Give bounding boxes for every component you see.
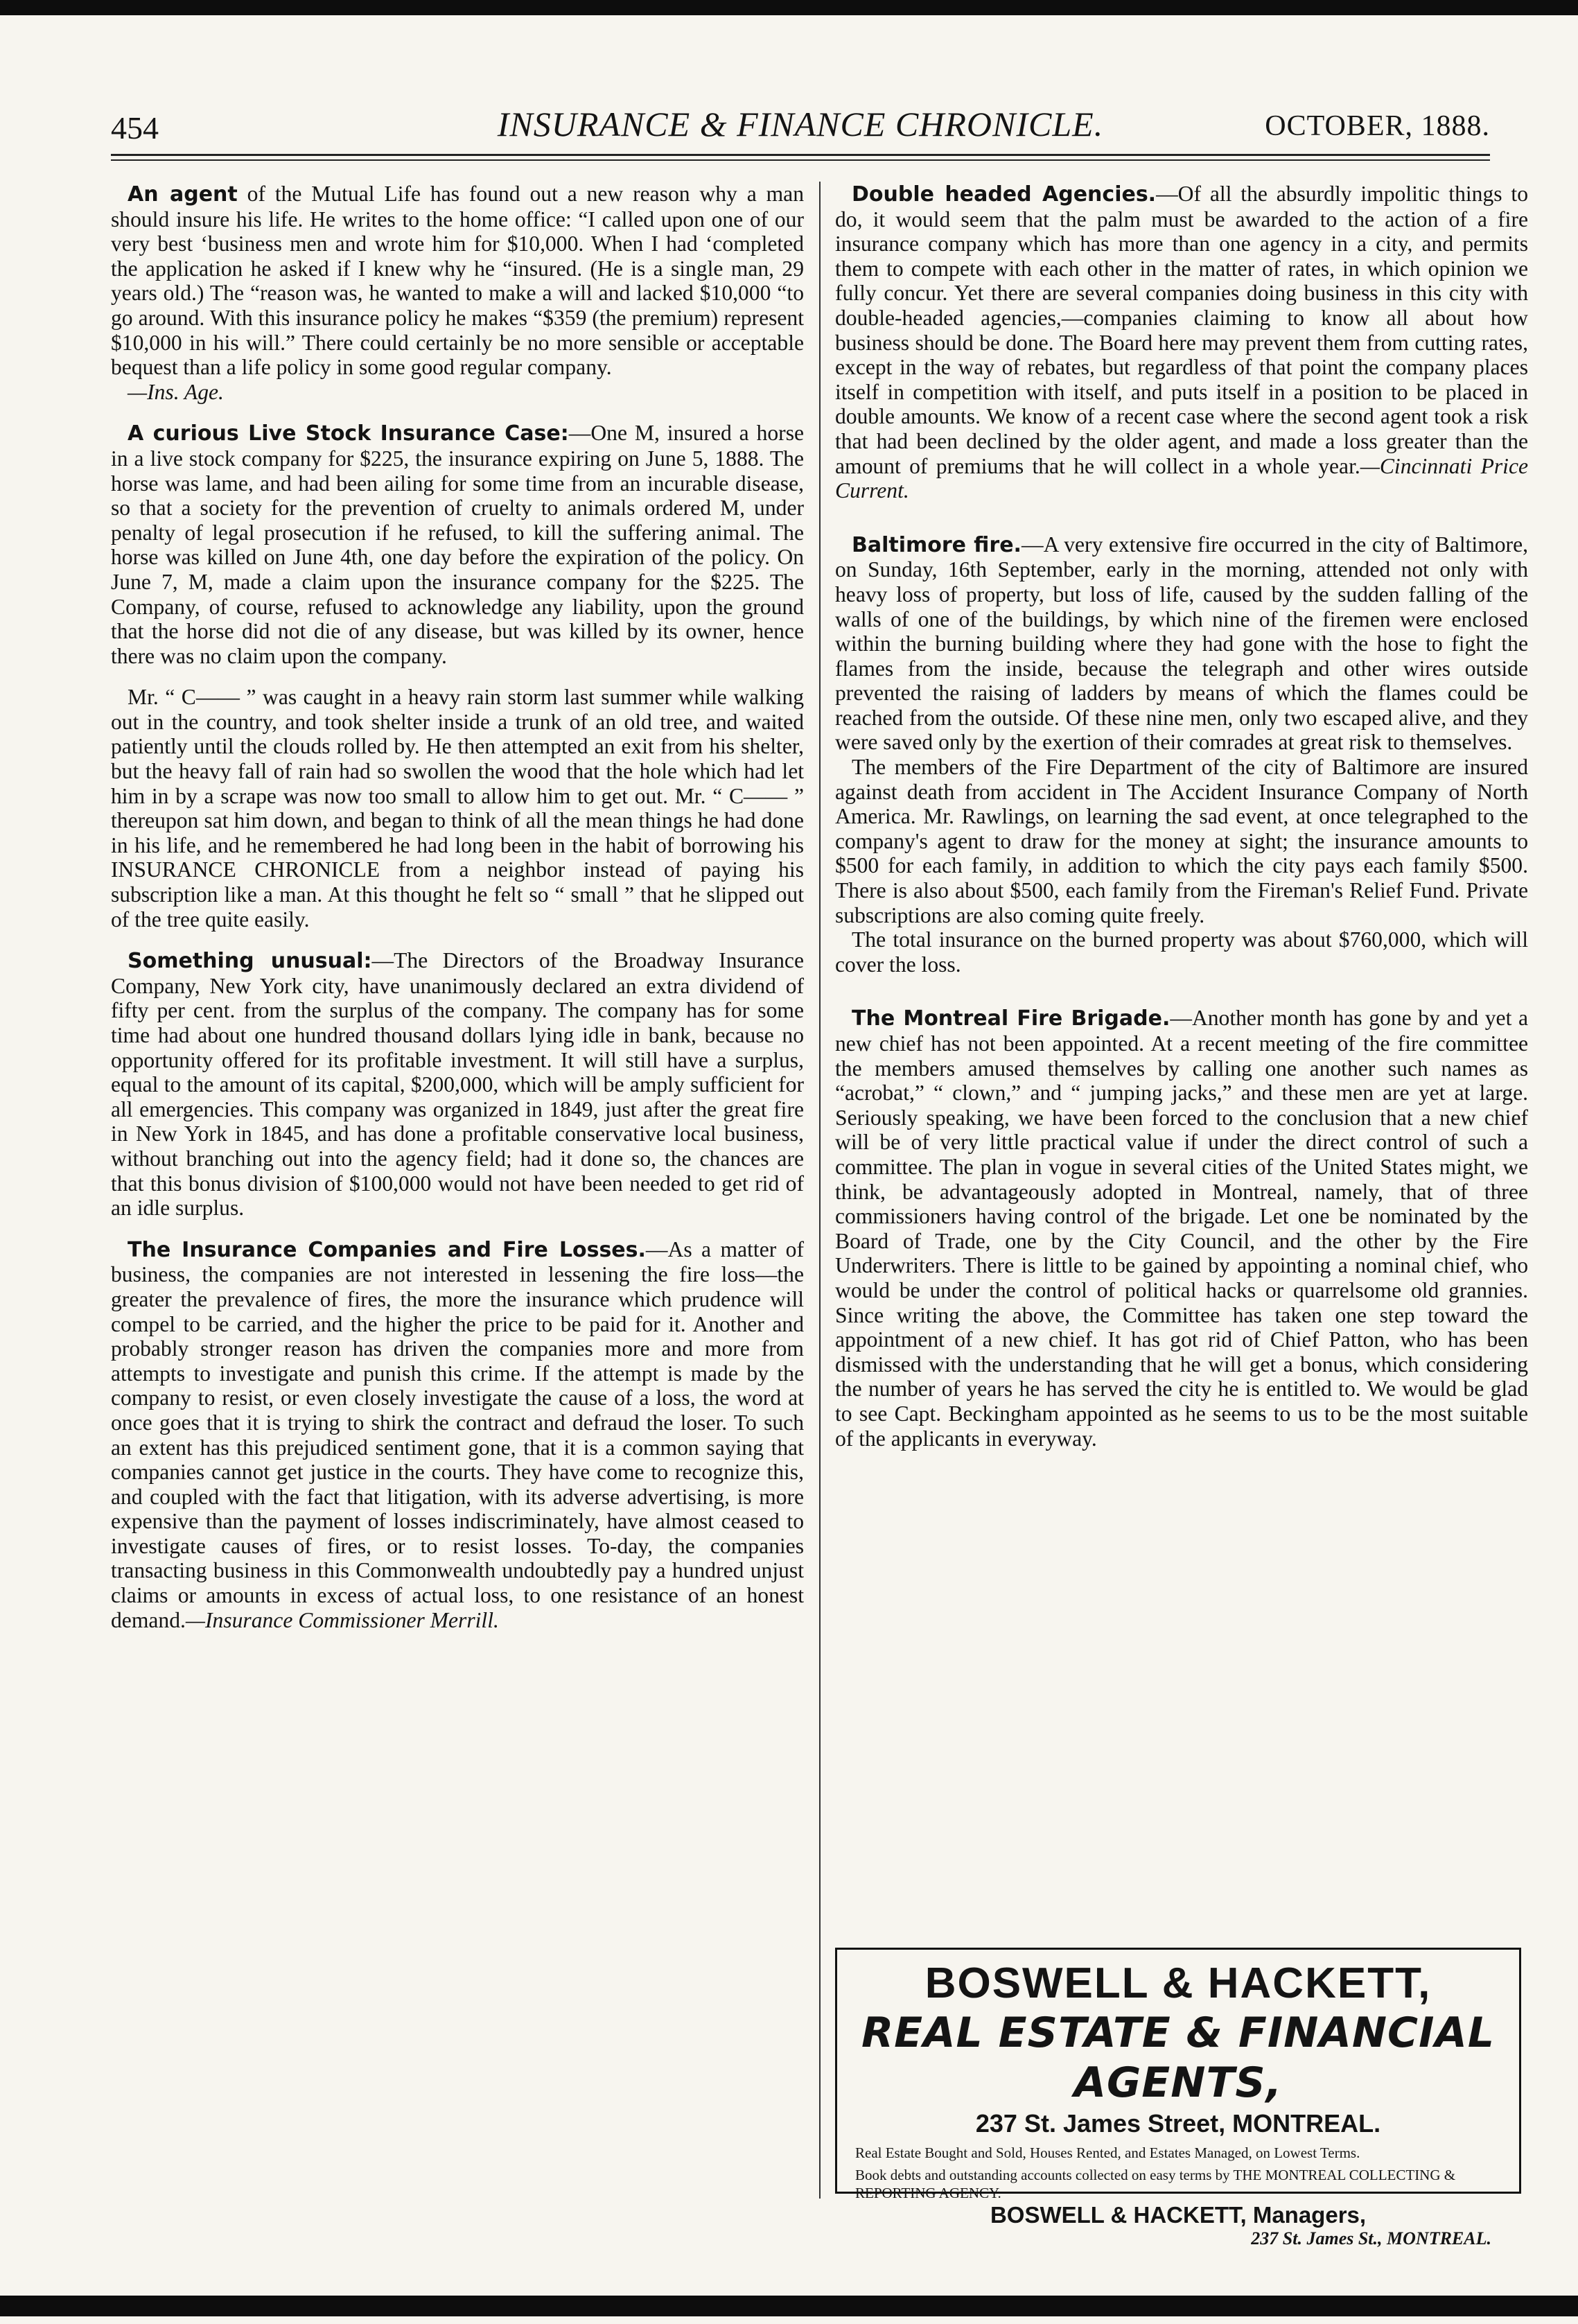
ad-managers: BOSWELL & HACKETT, Managers,	[990, 2202, 1367, 2228]
header-rule	[111, 154, 1490, 156]
right-column	[835, 182, 1528, 1451]
publication-title: INSURANCE & FINANCE CHRONICLE.	[497, 105, 1104, 143]
ad-managers-address: 237 St. James St., MONTREAL.	[1251, 2228, 1491, 2248]
article-body: —A very extensive fire occurred in the city of Baltimore, on Sunday, 16th September, early in the morning, attended not only with heavy loss of property, but loss of life, caused by the sudden falling of the walls of one of the buildings, by which nine of the firemen were enclosed within the burning building where they had gone with the hose to fight the flames from the inside, because the telegraph and other wires outside prevented the raising of ladders by means of which the flames could be reached from the outside. Of these nine men, only two escaped alive, and they were saved only by the exertion of their comrades at great risk to themselves.	[835, 532, 1529, 755]
article-heading: The Montreal Fire Brigade.	[852, 1006, 1171, 1031]
ad-collection-line: Book debts and outstanding accounts collected on easy terms by THE MONTREAL COLLECTING & REPORTING AGENCY.	[855, 2167, 1456, 2201]
article-body: —One M, insured a horse in a live stock company for $225, the insurance expiring on June 5, 1888. The horse was lame, and had been ailing for some time from an incurable disease, so that a society for the prevention of cruelty to animals ordered M, under penalty of legal prosecution if he refused, to kill the suffering animal. The horse was killed on June 4th, one day before the expiration of the policy. On June 7, M, made a claim upon the insurance company for the $225. The Company, of course, refused to acknowledge any liability, upon the ground that the horse did not die of any disease, but was killed by its owner, hence there was no claim upon the company.	[111, 421, 805, 668]
ad-services-line: Real Estate Bought and Sold, Houses Rented, and Estates Managed, on Lowest Terms.	[855, 2144, 1360, 2161]
article-paragraph: The members of the Fire Department of the city of Baltimore are insured against death from accident in The Accident Insurance Company of North America. Mr. Rawlings, on learning the sad event, at once telegraphed to the company's agent to draw for the money at sight; the insurance amounts to $500 for each family, in addition to which the city pays each family $500. There is also about $500, each family from the Fireman's Relief Fund. Private subscriptions are also coming quite freely.	[835, 755, 1528, 927]
article-paragraph: The total insurance on the burned property was about $760,000, which will cover the loss.	[835, 927, 1528, 977]
article-baltimore-fire	[835, 532, 1528, 977]
top-border	[0, 0, 1578, 15]
article-heading: Double headed Agencies.	[852, 182, 1157, 207]
page-header	[111, 104, 1490, 159]
article-heading: The Insurance Companies and Fire Losses.	[128, 1237, 646, 1262]
article-source: —Cincinnati Price Current.	[835, 453, 1528, 503]
article-body: Mr. “ C—— ” was caught in a heavy rain storm last summer while walking out in the country, and took shelter inside a trunk of an old tree, and waited patiently until the clouds rolled by. He then attempted an exit from his shelter, but the heavy fall of rain had so swollen the wood that the hole which had let him in by a scrape was now too small to allow him to get out. Mr. “ C—— ” thereupon sat him down, and began to think of all the mean things he had done in his life, and he remembered he had long been in the habit of borrowing his INSURANCE CHRONICLE from a neighbor instead of paying his subscription like a man. At this thought he felt so “ small ” that he slipped out of the tree quite easily.	[111, 685, 804, 932]
left-column	[111, 182, 804, 1632]
issue-date: OCTOBER, 1888.	[1265, 110, 1490, 142]
advertisement-box	[835, 1948, 1521, 2248]
ad-firm-name: BOSWELL & HACKETT,	[924, 1959, 1432, 2007]
article-montreal-fire-brigade	[835, 1006, 1528, 1451]
article-body: —Another month has gone by and yet a new chief has not been appointed. At a recent meeting of the fire committee the members amused themselves by calling one another such names as “acrobat,” “ clown,” and “ jumping jacks,” and these men are yet at large. Seriously speaking, we have been forced to the conclusion that a new chief will be of very little practical value if under the direct control of such a committee. The plan in vogue in several cities of the United States might, we think, be advantageously adopted in Montreal, namely, that of three commissioners having control of the brigade. Let one be nominated by the Board of Trade, one by the City Council, and the other by the Fire Underwriters. There is little to be gained by appointing a nominal chief, who would be under the control of political hacks or quarrelsome old grannies. Since writing the above, the Committee has taken one step toward the appointment of a new chief. It has got rid of Chief Patton, who has been dismissed with the understanding that he will get a bonus, which considering the number of years he has served the city he is entitled to. We would be glad to see Capt. Beckingham appointed as he seems to us to be the most suitable of the applicants in everyway.	[835, 1006, 1528, 1451]
article-body: —Of all the absurdly impolitic things to do, it would seem that the palm must be awarded to the action of a fire insurance company which has more than one agency in a city, and permits them to compete with each other in the matter of rates, in which opinion we fully concur. Yet there are several companies doing business in this city with double-headed agencies,—companies claiming to know all about how business should be done. The Board here may prevent them from cutting rates, except in the way of rebates, but regardless of that point the company places itself in competition with itself, and puts itself in a position to be placed in double amounts. We know of a recent case where the second agent took a risk that had been declined by the older agent, and made a loss greater than the amount of premiums that he will collect in a whole year.	[835, 182, 1528, 478]
article-body: of the Mutual Life has found out a new reason why a man should insure his life. He writes to the home office: “I called upon one of our very best ‘business men and wrote him for $10,000. When I had ‘completed the application he asked if I knew why he “insured. (He is a single man, 29 years old.) The “reason was, he wanted to make a will and lacked $10,000 “to go around. With this insurance policy he makes “$359 (the premium) represent $10,000 in his will.” There could certainly be no more sensible or acceptable bequest than a life policy in some good regular company.	[111, 182, 804, 380]
bottom-border	[0, 2296, 1578, 2316]
page-number: 454	[111, 110, 159, 146]
article-heading: A curious Live Stock Insurance Case:	[128, 421, 569, 446]
article-something-unusual	[111, 948, 804, 1221]
article-fire-losses	[111, 1237, 804, 1633]
article-heading: Something unusual:	[128, 949, 372, 974]
article-double-headed-agencies	[835, 182, 1528, 503]
article-source: —Insurance Commissioner Merrill.	[185, 1607, 499, 1632]
article-body: —As a matter of business, the companies are not interested in lessening the fire loss—the greater the prevalence of fires, the more the insurance which prudence will compel to be carried, and the higher the price to be paid for it. Another and probably stronger reason has driven the companies more and more from attempts to investigate and punish this crime. If the attempt is made by the company to resist, or even closely investigate the cause of a loss, the word at once goes that it is trying to shirk the contract and defraud the loser. To such an extent has this prejudiced sentiment gone, that it is a common saying that companies cannot get justice in the courts. They have come to recognize this, and coupled with the fact that litigation, with its adverse advertising, is more expensive than the payment of losses indiscriminately, have almost ceased to investigate causes of fires, or to resist losses. To-day, the companies transacting business in this Commonwealth undoubtedly pay a hundred unjust claims or amounts in excess of actual loss, to one resistance of an honest demand.	[111, 1237, 805, 1632]
ad-tagline: REAL ESTATE & FINANCIAL AGENTS,	[861, 2009, 1496, 2107]
article-mr-c	[111, 685, 804, 932]
column-divider	[819, 182, 821, 2199]
article-heading: Baltimore fire.	[852, 532, 1022, 557]
article-body: —The Directors of the Broadway Insurance Company, New York city, have unanimously declared an extra dividend of fifty per cent. from the surplus of the company. The company has for some time had about one hundred thousand dollars lying idle in bank, because no opportunity offered for its profitable investment. It will still have a surplus, equal to the amount of its capital, $200,000, which will be amply sufficient for all emergencies. This company was organized in 1849, just after the great fire in New York in 1845, and has done a profitable conservative local business, without branching out into the agency field; had it done so, the chances are that this bonus division of $100,000 would not have been needed to get rid of an idle surplus.	[111, 948, 804, 1221]
article-agent	[111, 182, 804, 404]
header-rule-thin	[111, 159, 1490, 161]
article-live-stock	[111, 421, 804, 668]
article-source: —Ins. Age.	[128, 379, 224, 404]
ad-address: 237 St. James Street, MONTREAL.	[975, 2109, 1381, 2138]
article-heading: An agent	[128, 182, 238, 207]
